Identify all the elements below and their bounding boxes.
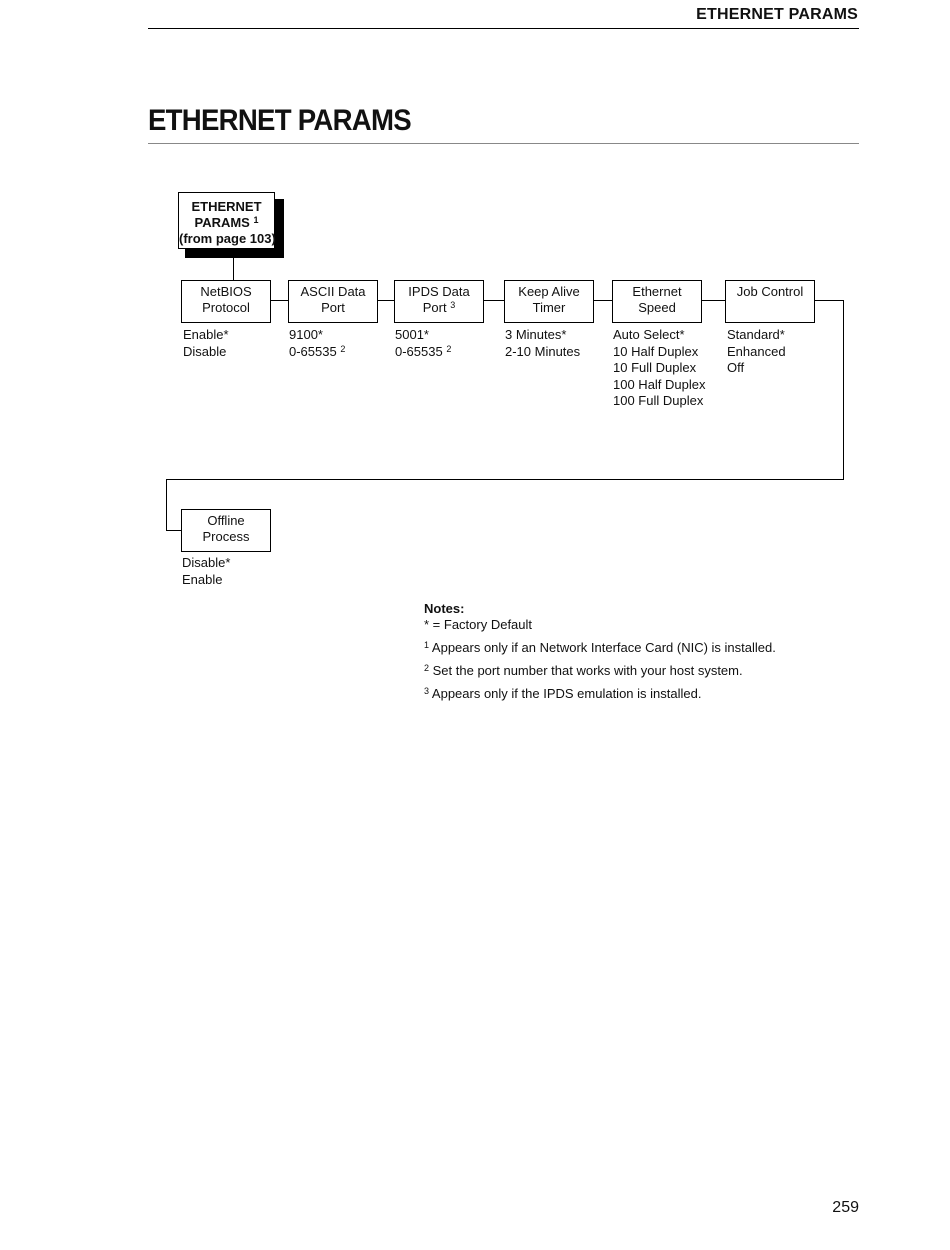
connector-4-5 <box>593 300 613 301</box>
option-item: 10 Half Duplex <box>613 343 699 359</box>
menu-ascii-data-port <box>288 280 378 323</box>
option-item: Disable* <box>182 555 231 570</box>
menu-label: Timer <box>532 300 566 315</box>
option-item: Enhanced <box>727 343 786 359</box>
options-ethernet-speed <box>613 327 706 410</box>
menu-label: ASCII Data <box>300 284 366 299</box>
note-text: Appears only if an Network Interface Card (NIC) is installed. <box>431 640 776 655</box>
option-item: Standard* <box>727 327 785 342</box>
note-text: Set the port number that works with your host system. <box>432 663 743 678</box>
note-item <box>424 686 776 702</box>
root-menu-box <box>178 192 275 249</box>
connector-2-3 <box>377 300 395 301</box>
options-netbios-protocol <box>183 327 229 360</box>
wrap-connector-bottom <box>166 479 844 480</box>
menu-label: IPDS Data <box>408 284 470 299</box>
menu-label: Offline <box>207 513 245 528</box>
option-item: 5001* <box>395 327 429 342</box>
notes-section <box>424 601 776 702</box>
option-footnote-ref: 2 <box>340 343 346 354</box>
options-offline-process <box>182 555 230 588</box>
option-item: Auto Select* <box>613 327 685 342</box>
root-line2: PARAMS <box>194 215 250 230</box>
option-item: 9100* <box>289 327 323 342</box>
root-sup: 1 <box>253 215 259 225</box>
option-item: 100 Half Duplex <box>613 376 706 392</box>
header-rule <box>148 28 859 29</box>
page-title: ETHERNET PARAMS <box>148 104 411 137</box>
note-marker: 2 <box>424 663 430 673</box>
wrap-connector-end <box>166 530 182 531</box>
option-item: Disable <box>183 343 227 359</box>
menu-label: Protocol <box>202 300 250 315</box>
options-keep-alive-timer <box>505 327 580 360</box>
menu-ipds-data-port <box>394 280 484 323</box>
note-factory-default: * = Factory Default <box>424 617 533 632</box>
note-item <box>424 640 776 656</box>
option-item: 2-10 Minutes <box>505 343 581 359</box>
wrap-connector-left <box>166 479 167 531</box>
menu-job-control <box>725 280 815 323</box>
menu-ethernet-speed <box>612 280 702 323</box>
running-header: ETHERNET PARAMS <box>696 6 858 23</box>
options-ascii-data-port <box>289 327 345 360</box>
menu-label: Port <box>422 300 447 315</box>
option-item: Off <box>727 360 745 375</box>
menu-label: Process <box>202 529 250 544</box>
menu-keep-alive-timer <box>504 280 594 323</box>
connector-1-2 <box>270 300 289 301</box>
menu-label: NetBIOS <box>200 284 252 299</box>
option-item: 0-65535 <box>289 343 337 359</box>
menu-label: Keep Alive <box>518 284 580 299</box>
option-item: 10 Full Duplex <box>613 360 697 375</box>
note-item <box>424 663 776 679</box>
option-item: 0-65535 <box>395 343 443 359</box>
option-item: Enable <box>182 571 223 587</box>
option-item: Enable* <box>183 327 229 342</box>
note-marker: 1 <box>424 640 430 650</box>
menu-netbios-protocol <box>181 280 271 323</box>
connector-5-6 <box>701 300 726 301</box>
note-text: Appears only if the IPDS emulation is installed. <box>431 686 702 701</box>
wrap-connector-right <box>843 300 844 480</box>
option-item: 3 Minutes* <box>505 327 567 342</box>
root-line3: (from page 103) <box>179 231 276 246</box>
menu-offline-process <box>181 509 271 552</box>
option-item: 100 Full Duplex <box>613 393 704 408</box>
menu-label: Speed <box>638 300 676 315</box>
connector-3-4 <box>483 300 505 301</box>
title-rule <box>148 143 859 144</box>
options-job-control <box>727 327 786 377</box>
wrap-connector-top <box>815 300 843 301</box>
page-number: 259 <box>832 1199 859 1216</box>
root-line1: ETHERNET <box>191 199 262 214</box>
note-marker: 3 <box>424 686 430 696</box>
menu-label: Ethernet <box>632 284 682 299</box>
options-ipds-data-port <box>395 327 451 360</box>
menu-label: Port <box>321 300 345 315</box>
menu-label: Job Control <box>736 284 804 299</box>
menu-footnote-ref: 3 <box>450 300 456 310</box>
notes-title: Notes: <box>424 601 465 616</box>
option-footnote-ref: 2 <box>446 343 452 354</box>
